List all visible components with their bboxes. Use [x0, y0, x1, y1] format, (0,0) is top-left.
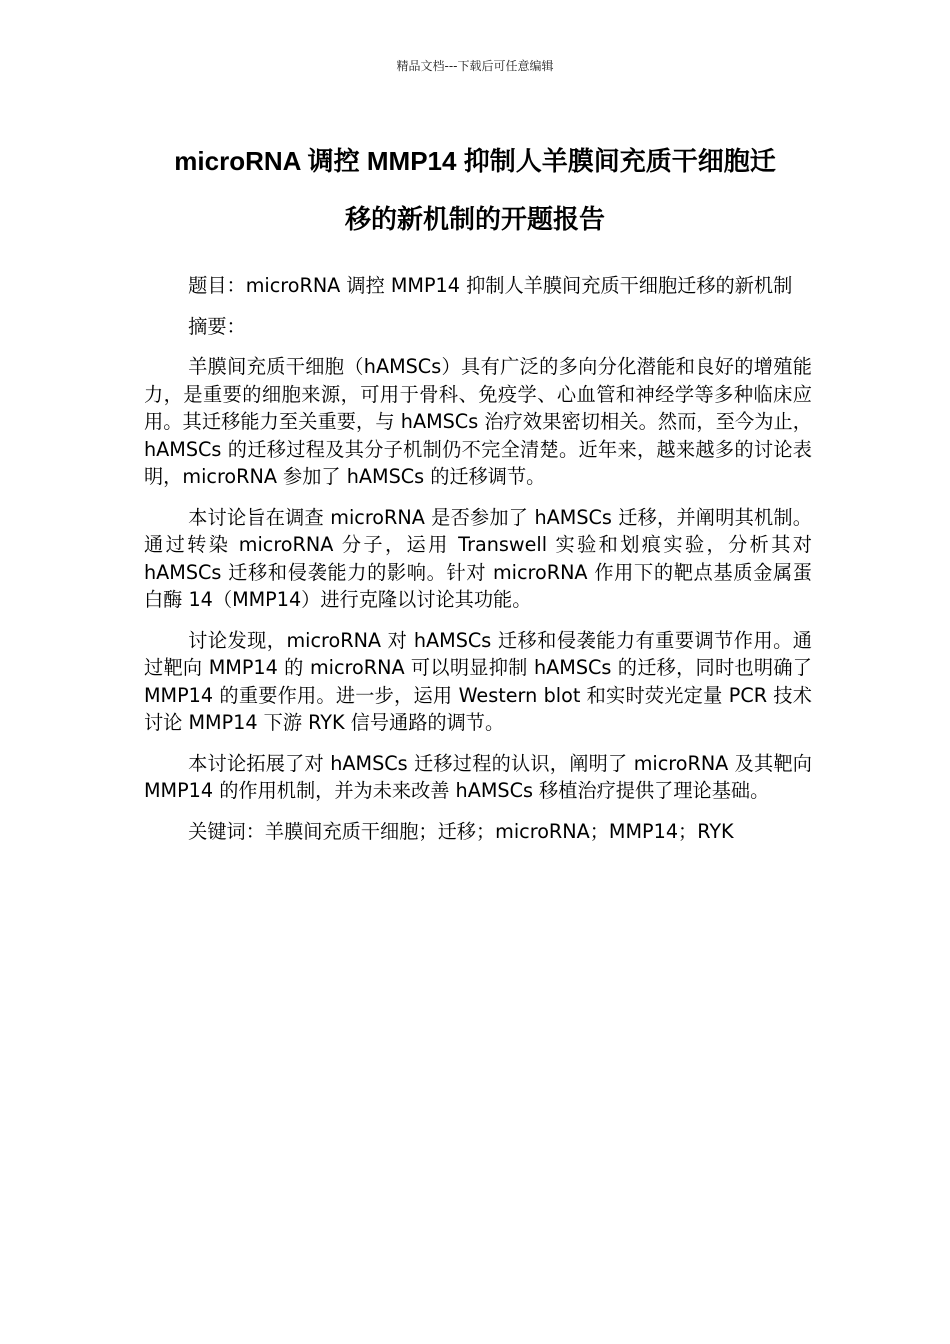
title-line-2: 移的新机制的开题报告: [344, 204, 605, 234]
title-line-1: microRNA 调控 MMP14 抑制人羊膜间充质干细胞迁: [174, 146, 776, 176]
document-title: [120, 132, 830, 248]
header-note: 精品文档---下载后可任意编辑: [396, 59, 554, 73]
document-body: [144, 272, 812, 858]
findings-paragraph: 讨论发现，microRNA 对 hAMSCs 迁移和侵袭能力有重要调节作用。通过靶向 MMP14 的 microRNA 可以明显抑制 hAMSCs 的迁移，同时也明确了 MMP14 的重要作用。进一步，运用 Western blot 和实时荧光定量 PCR 技术讨论 MMP14 下游 RYK 信号通路的调节。: [144, 628, 812, 734]
background-paragraph: 羊膜间充质干细胞（hAMSCs）具有广泛的多向分化潜能和良好的增殖能力，是重要的细胞来源，可用于骨科、免疫学、心血管和神经学等多种临床应用。其迁移能力至关重要，与 hAMSCs 治疗效果密切相关。然而，至今为止，hAMSCs 的迁移过程及其分子机制仍不完全清楚。近年来，越来越多的讨论表明，microRNA 参加了 hAMSCs 的迁移调节。: [144, 355, 812, 488]
abstract-heading: 摘要：: [188, 314, 246, 338]
conclusion-paragraph: 本讨论拓展了对 hAMSCs 迁移过程的认识，阐明了 microRNA 及其靶向 MMP14 的作用机制，并为未来改善 hAMSCs 移植治疗提供了理论基础。: [144, 751, 812, 802]
topic-paragraph: 题目：microRNA 调控 MMP14 抑制人羊膜间充质干细胞迁移的新机制: [188, 274, 793, 297]
keywords-paragraph: 关键词：羊膜间充质干细胞；迁移；microRNA；MMP14；RYK: [188, 819, 734, 843]
methods-paragraph: 本讨论旨在调查 microRNA 是否参加了 hAMSCs 迁移，并阐明其机制。通过转染 microRNA 分子，运用 Transwell 实验和划痕实验，分析其对 hAMSCs 迁移和侵袭能力的影响。针对 microRNA 作用下的靶点基质金属蛋白酶 14（MMP14）进行克隆以讨论其功能。: [144, 505, 812, 611]
